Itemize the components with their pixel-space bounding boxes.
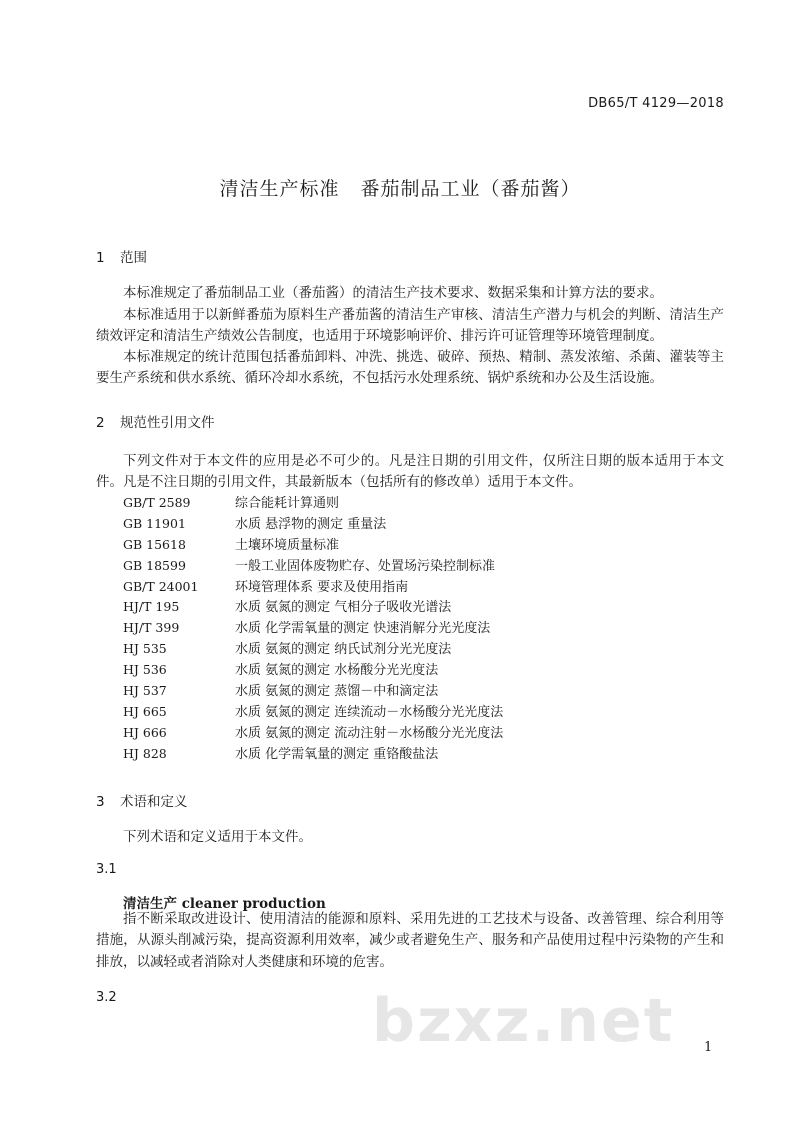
paragraph: 本标准适用于以新鲜番茄为原料生产番茄酱的清洁生产审核、清洁生产潜力与机会的判断、清洁生产绩效评定和清洁生产绩效公告制度，也适用于环境影响评价、排污许可证管理等环境管理制度。: [96, 307, 724, 345]
reference-item: [123, 493, 503, 514]
reference-title: 水质 氨氮的测定 连续流动－水杨酸分光光度法: [235, 704, 504, 720]
reference-title: 综合能耗计算通则: [235, 496, 340, 511]
reference-item: [123, 535, 503, 556]
reference-item: [123, 702, 503, 723]
reference-title: 水质 氨氮的测定 气相分子吸收光谱法: [235, 600, 452, 616]
term-heading: 清洁生产 cleaner production: [123, 896, 326, 912]
reference-title: 水质 氨氮的测定 水杨酸分光光度法: [235, 663, 439, 679]
section-title: 范围: [120, 250, 147, 266]
section-number: 2: [96, 415, 105, 431]
normative-references-list: [123, 493, 503, 765]
reference-item: [123, 577, 503, 598]
reference-item: [123, 597, 503, 618]
standard-number: DB65/T 4129—2018: [588, 96, 724, 111]
section-title: 术语和定义: [120, 794, 188, 810]
reference-code: HJ 535: [123, 641, 167, 657]
page-number: 1: [704, 1040, 713, 1055]
section-1-heading: [96, 246, 147, 266]
reference-code: GB 15618: [123, 536, 186, 552]
document-title: 清洁生产标准 番茄制品工业（番茄酱）: [219, 178, 581, 200]
clause-number: 3.1: [96, 862, 117, 877]
reference-item: [123, 639, 503, 660]
reference-title: 环境管理体系 要求及使用指南: [235, 579, 409, 595]
reference-title: 水质 氨氮的测定 蒸馏－中和滴定法: [235, 684, 439, 700]
reference-title: 水质 氨氮的测定 纳氏试剂分光光度法: [235, 642, 452, 658]
section-title: 规范性引用文件: [120, 415, 215, 431]
reference-code: HJ/T 399: [123, 620, 180, 636]
term-definition: 指不断采取改进设计、使用清洁的能源和原料、采用先进的工艺技术与设备、改善管理、综合利用等措施，从源头削减污染，提高资源利用效率，减少或者避免生产、服务和产品使用过程中污染物的产生和排放，以减轻或者消除对人类健康和环境的危害。: [96, 911, 724, 970]
reference-code: HJ/T 195: [123, 599, 180, 615]
clause-number: 3.2: [96, 990, 117, 1005]
reference-item: [123, 514, 503, 535]
reference-code: HJ 828: [123, 745, 167, 761]
reference-title: 水质 悬浮物的测定 重量法: [235, 516, 387, 532]
reference-title: 土壤环境质量标准: [235, 537, 340, 553]
paragraph: 本标准规定了番茄制品工业（番茄酱）的清洁生产技术要求、数据采集和计算方法的要求。: [123, 285, 663, 301]
paragraph: 下列术语和定义适用于本文件。: [123, 829, 312, 845]
reference-code: GB/T 24001: [123, 578, 199, 594]
reference-item: [123, 681, 503, 702]
section-3-heading: [96, 790, 188, 810]
watermark: bzxz.net: [372, 986, 675, 1056]
reference-title: 水质 化学需氧量的测定 重铬酸盐法: [235, 746, 439, 762]
paragraph: 下列文件对于本文件的应用是必不可少的。凡是注日期的引用文件，仅所注日期的版本适用于本文件。凡是不注日期的引用文件，其最新版本（包括所有的修改单）适用于本文件。: [96, 453, 724, 491]
reference-code: HJ 666: [123, 724, 167, 740]
reference-item: [123, 618, 503, 639]
section-number: 1: [96, 250, 105, 266]
reference-item: [123, 660, 503, 681]
reference-title: 水质 化学需氧量的测定 快速消解分光光度法: [235, 621, 491, 637]
reference-code: HJ 536: [123, 662, 167, 678]
reference-code: GB/T 2589: [123, 495, 191, 510]
reference-item: [123, 556, 503, 577]
reference-item: [123, 723, 503, 744]
section-number: 3: [96, 794, 105, 810]
section-2-heading: [96, 411, 215, 431]
reference-code: HJ 537: [123, 683, 167, 699]
reference-code: GB 18599: [123, 557, 186, 573]
reference-item: [123, 744, 503, 765]
reference-code: GB 11901: [123, 515, 186, 531]
reference-title: 一般工业固体废物贮存、处置场污染控制标准: [235, 558, 496, 574]
reference-title: 水质 氨氮的测定 流动注射－水杨酸分光光度法: [235, 725, 504, 741]
paragraph: 本标准规定的统计范围包括番茄卸料、冲洗、挑选、破碎、预热、精制、蒸发浓缩、杀菌、灌装等主要生产系统和供水系统、循环冷却水系统，不包括污水处理系统、锅炉系统和办公及生活设施。: [96, 349, 724, 387]
reference-code: HJ 665: [123, 703, 167, 719]
